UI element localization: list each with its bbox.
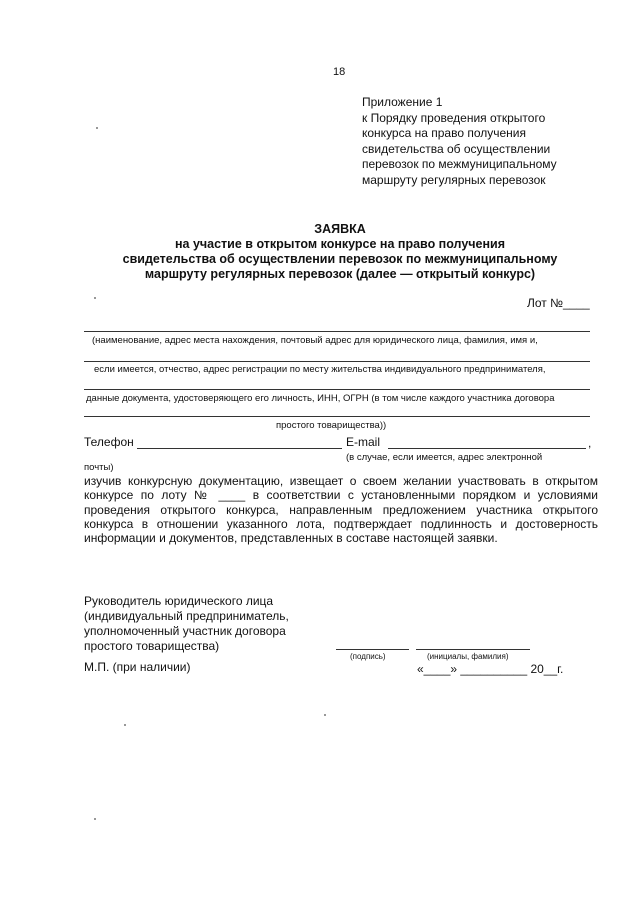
applicant-document-line[interactable] xyxy=(84,389,590,390)
appendix-line: свидетельства об осуществлении xyxy=(362,141,551,156)
lot-number: Лот №____ xyxy=(527,296,590,310)
scan-speck xyxy=(94,297,96,299)
signatory-line: простого товарищества) xyxy=(84,639,220,653)
hint-line-3: данные документа, удостоверяющего его личность, ИНН, ОГРН (в том числе каждого участника договора xyxy=(86,393,555,404)
appendix-line: маршруту регулярных перевозок xyxy=(362,172,546,187)
appendix-line: перевозок по межмуниципальному xyxy=(362,157,557,171)
appendix-line: Приложение 1 xyxy=(362,95,443,109)
signatory-line: Руководитель юридического лица xyxy=(84,594,274,608)
title-line: на участие в открытом конкурсе на право получения xyxy=(174,237,506,251)
applicant-address-line[interactable] xyxy=(84,361,590,362)
document-title xyxy=(80,222,600,282)
partners-line[interactable] xyxy=(84,416,590,417)
scan-speck xyxy=(324,714,326,716)
title-heading: ЗАЯВКА xyxy=(314,222,366,236)
page-number: 18 xyxy=(333,66,346,78)
email-trailing-comma: , xyxy=(588,436,592,450)
signatory-line: (индивидуальный предприниматель, xyxy=(84,609,289,623)
signature-hint: (подпись) xyxy=(350,652,386,661)
appendix-line: к Порядку проведения открытого xyxy=(362,110,546,125)
hint-line-2: если имеется, отчество, адрес регистрации по месту жительства индивидуального предпринимателя, xyxy=(94,364,546,375)
hint-line-1: (наименование, адрес места нахождения, почтовый адрес для юридического лица, фамилия, имя и, xyxy=(92,335,538,346)
email-field[interactable] xyxy=(388,448,586,449)
phone-field[interactable] xyxy=(137,448,342,449)
email-hint-cont: почты) xyxy=(84,462,114,473)
name-field[interactable] xyxy=(416,649,530,650)
hint-line-4: простого товарищества)) xyxy=(276,420,387,431)
signatory-line: уполномоченный участник договора xyxy=(84,624,286,638)
date-field[interactable]: «____» __________ 20__г. xyxy=(417,662,564,676)
applicant-name-line[interactable] xyxy=(84,331,590,332)
phone-label: Телефон xyxy=(84,435,134,449)
signatory-block xyxy=(84,594,289,654)
scan-speck xyxy=(124,724,126,726)
appendix-header xyxy=(362,95,557,188)
application-body: изучив конкурсную документацию, извещает о своем желании участвовать в открытом конкурсе по лоту № ____ в соответствии с установленными порядком и условиями проведения открытого конкурса, направленным предложением участника открытого конкурса в отношении указанного лота, подтверждает подлинность и достоверность информации и документов, представленных в составе настоящей заявки. xyxy=(84,474,598,546)
signature-field[interactable] xyxy=(336,649,409,650)
stamp-label: М.П. (при наличии) xyxy=(84,660,191,674)
appendix-line: конкурса на право получения xyxy=(362,126,527,140)
email-hint: (в случае, если имеется, адрес электронной xyxy=(346,452,543,463)
scan-speck xyxy=(96,127,98,129)
scan-speck xyxy=(94,818,96,820)
title-line: свидетельства об осуществлении перевозок по межмуниципальному xyxy=(122,252,558,266)
title-line: маршруту регулярных перевозок (далее — открытый конкурс) xyxy=(144,267,536,281)
email-label: E-mail xyxy=(346,435,381,449)
name-hint: (инициалы, фамилия) xyxy=(427,652,509,661)
